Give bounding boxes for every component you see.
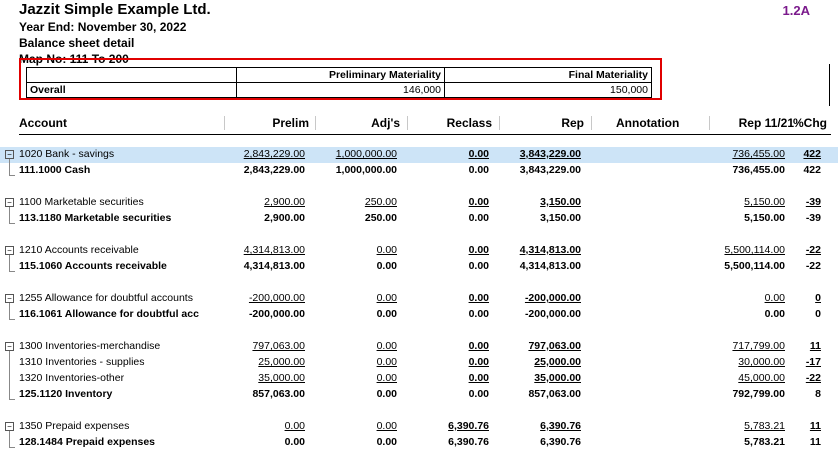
tree-connector	[9, 447, 15, 448]
cell-prelim[interactable]: -200,000.00	[248, 308, 305, 320]
tree-connector	[9, 351, 10, 399]
tree-connector	[9, 271, 15, 272]
cell-rep-prior[interactable]: 5,500,114.00	[724, 260, 785, 272]
cell-reclass[interactable]: 0.00	[468, 308, 489, 320]
total-account-label: 115.1060 Accounts receivable	[19, 260, 167, 272]
collapse-toggle-icon[interactable]: −	[5, 342, 14, 351]
cell-rep-prior[interactable]: 5,150.00	[744, 196, 785, 208]
cell-rep-prior[interactable]: 0.00	[764, 308, 785, 320]
collapse-toggle-icon[interactable]: −	[5, 246, 14, 255]
cell-prelim[interactable]: 35,000.00	[258, 372, 305, 384]
cell-reclass[interactable]: 0.00	[468, 388, 489, 400]
cell-rep[interactable]: 797,063.00	[528, 340, 581, 352]
col-prelim[interactable]: Prelim	[272, 116, 309, 130]
cell-adj[interactable]: 1,000,000.00	[335, 148, 397, 160]
table-row[interactable]	[0, 243, 838, 259]
cell-prelim[interactable]: 0.00	[284, 436, 305, 448]
table-row[interactable]	[0, 195, 838, 211]
cell-prelim[interactable]: 4,314,813.00	[243, 260, 305, 272]
cell-rep-prior[interactable]: 717,799.00	[732, 340, 785, 352]
document-code: 1.2A	[782, 3, 810, 18]
cell-prelim[interactable]: 4,314,813.00	[243, 244, 305, 256]
cell-prelim[interactable]: 857,063.00	[252, 388, 305, 400]
tree-connector	[9, 159, 10, 175]
collapse-toggle-icon[interactable]: −	[5, 150, 14, 159]
cell-reclass[interactable]: 0.00	[468, 292, 489, 304]
account-label: 1020 Bank - savings	[19, 148, 115, 160]
map-range: Map No: 111 To 200	[19, 52, 129, 66]
account-label: 1350 Prepaid expenses	[19, 420, 130, 432]
cell-rep[interactable]: 6,390.76	[540, 420, 581, 432]
cell-pct[interactable]: 11	[809, 436, 821, 448]
cell-reclass[interactable]: 0.00	[468, 164, 489, 176]
total-row[interactable]	[0, 211, 838, 227]
total-account-label: 125.1120 Inventory	[19, 388, 113, 400]
cell-pct[interactable]: 11	[809, 340, 821, 352]
prelim-materiality-value[interactable]: 146,000	[237, 83, 445, 98]
cell-adj[interactable]: 0.00	[376, 388, 397, 400]
tree-connector	[9, 255, 10, 271]
table-row[interactable]	[0, 147, 838, 163]
cell-rep-prior[interactable]: 792,799.00	[732, 388, 785, 400]
cell-prelim[interactable]: -200,000.00	[248, 292, 305, 304]
cell-adj[interactable]: 0.00	[376, 420, 397, 432]
account-label: 1310 Inventories - supplies	[19, 356, 145, 368]
account-label: 1320 Inventories-other	[19, 372, 125, 384]
prelim-materiality-header: Preliminary Materiality	[237, 68, 445, 83]
total-row[interactable]	[0, 259, 838, 275]
cell-pct[interactable]: -17	[805, 356, 821, 368]
cell-prelim[interactable]: 2,843,229.00	[243, 164, 305, 176]
cell-pct[interactable]: -39	[805, 196, 821, 208]
cell-adj[interactable]: 0.00	[376, 356, 397, 368]
total-account-label: 111.1000 Cash	[19, 164, 91, 176]
cell-adj[interactable]: 0.00	[376, 308, 397, 320]
account-label: 1210 Accounts receivable	[19, 244, 139, 256]
table-row[interactable]	[0, 371, 838, 387]
cell-adj[interactable]: 0.00	[376, 372, 397, 384]
col-rep-prior[interactable]: Rep 11/21	[738, 116, 794, 130]
final-materiality-value[interactable]: 150,000	[445, 83, 652, 98]
col-reclass[interactable]: Reclass	[446, 116, 492, 130]
cell-reclass[interactable]: 0.00	[468, 372, 489, 384]
cell-rep[interactable]: 25,000.00	[534, 356, 581, 368]
cell-rep[interactable]: -200,000.00	[524, 292, 581, 304]
cell-adj[interactable]: 0.00	[376, 260, 397, 272]
cell-pct[interactable]: 422	[803, 148, 821, 160]
cell-rep[interactable]: 6,390.76	[540, 436, 581, 448]
total-account-label: 116.1061 Allowance for doubtful acc	[19, 308, 199, 320]
cell-pct[interactable]: -39	[805, 212, 821, 224]
total-account-label: 113.1180 Marketable securities	[19, 212, 172, 224]
cell-reclass[interactable]: 6,390.76	[448, 420, 489, 432]
cell-prelim[interactable]: 0.00	[284, 420, 305, 432]
cell-reclass[interactable]: 0.00	[468, 340, 489, 352]
account-label: 1100 Marketable securities	[19, 196, 144, 208]
tree-connector	[9, 319, 15, 320]
tree-connector	[9, 431, 10, 447]
cell-adj[interactable]: 0.00	[376, 292, 397, 304]
cell-adj[interactable]: 0.00	[376, 244, 397, 256]
collapse-toggle-icon[interactable]: −	[5, 294, 14, 303]
tree-connector	[9, 303, 10, 319]
total-account-label: 128.1484 Prepaid expenses	[19, 436, 156, 448]
cell-rep-prior[interactable]: 45,000.00	[738, 372, 785, 384]
cell-pct[interactable]: 0	[815, 292, 821, 304]
col-account[interactable]: Account	[19, 116, 67, 130]
cell-pct[interactable]: 422	[803, 164, 821, 176]
company-name: Jazzit Simple Example Ltd.	[19, 1, 211, 18]
cell-rep-prior[interactable]: 5,783.21	[744, 436, 785, 448]
tree-connector	[9, 175, 15, 176]
cell-pct[interactable]: 11	[809, 420, 821, 432]
cell-pct[interactable]: -22	[805, 244, 821, 256]
tree-connector	[9, 223, 15, 224]
total-row[interactable]	[0, 163, 838, 179]
table-row[interactable]	[0, 355, 838, 371]
table-row[interactable]	[0, 339, 838, 355]
cell-reclass[interactable]: 0.00	[468, 148, 489, 160]
cell-rep[interactable]: 3,843,229.00	[519, 148, 581, 160]
cell-prelim[interactable]: 797,063.00	[252, 340, 305, 352]
cell-rep[interactable]: 4,314,813.00	[519, 244, 581, 256]
cell-prelim[interactable]: 2,900.00	[264, 196, 305, 208]
table-row[interactable]	[0, 291, 838, 307]
cell-rep-prior[interactable]: 5,783.21	[744, 420, 785, 432]
cell-prelim[interactable]: 25,000.00	[258, 356, 305, 368]
cell-rep[interactable]: 3,843,229.00	[519, 164, 581, 176]
year-end: Year End: November 30, 2022	[19, 20, 187, 34]
cell-pct[interactable]: -22	[805, 372, 821, 384]
account-label: 1300 Inventories-merchandise	[19, 340, 161, 352]
cell-pct[interactable]: 0	[815, 308, 821, 320]
account-label: 1255 Allowance for doubtful accounts	[19, 292, 193, 304]
cell-pct[interactable]: 8	[815, 388, 821, 400]
col-rep[interactable]: Rep	[561, 116, 584, 130]
cell-adj[interactable]: 0.00	[376, 340, 397, 352]
cell-adj[interactable]: 1,000,000.00	[335, 164, 397, 176]
cell-rep[interactable]: 4,314,813.00	[519, 260, 581, 272]
table-row[interactable]	[0, 419, 838, 435]
tree-connector	[9, 399, 15, 400]
cell-adj[interactable]: 250.00	[364, 196, 397, 208]
col-adjs[interactable]: Adj's	[371, 116, 400, 130]
cell-reclass[interactable]: 0.00	[468, 260, 489, 272]
collapse-toggle-icon[interactable]: −	[5, 198, 14, 207]
cell-reclass[interactable]: 0.00	[468, 356, 489, 368]
total-row[interactable]	[0, 307, 838, 323]
cell-rep[interactable]: 35,000.00	[534, 372, 581, 384]
cell-rep[interactable]: 3,150.00	[540, 212, 581, 224]
cell-rep-prior[interactable]: 5,150.00	[744, 212, 785, 224]
cell-rep-prior[interactable]: 5,500,114.00	[724, 244, 785, 256]
col-pct-change[interactable]: %Chg	[793, 116, 827, 130]
cell-rep-prior[interactable]: 0.00	[764, 292, 785, 304]
cell-adj[interactable]: 250.00	[364, 212, 397, 224]
cell-adj[interactable]: 0.00	[376, 436, 397, 448]
cell-reclass[interactable]: 0.00	[468, 244, 489, 256]
cell-reclass[interactable]: 0.00	[468, 196, 489, 208]
cell-rep[interactable]: 3,150.00	[540, 196, 581, 208]
cell-rep[interactable]: -200,000.00	[524, 308, 581, 320]
cell-reclass[interactable]: 6,390.76	[448, 436, 489, 448]
cell-prelim[interactable]: 2,900.00	[264, 212, 305, 224]
cell-rep-prior[interactable]: 736,455.00	[732, 148, 785, 160]
cell-rep-prior[interactable]: 30,000.00	[738, 356, 785, 368]
total-row[interactable]	[0, 387, 838, 403]
tree-connector	[9, 207, 10, 223]
cell-pct[interactable]: -22	[805, 260, 821, 272]
col-annotation[interactable]: Annotation	[616, 116, 680, 130]
collapse-toggle-icon[interactable]: −	[5, 422, 14, 431]
materiality-row-label: Overall	[27, 83, 237, 98]
final-materiality-header: Final Materiality	[445, 68, 652, 83]
cell-rep-prior[interactable]: 736,455.00	[732, 164, 785, 176]
cell-rep[interactable]: 857,063.00	[528, 388, 581, 400]
cell-prelim[interactable]: 2,843,229.00	[243, 148, 305, 160]
report-title: Balance sheet detail	[19, 36, 135, 50]
cell-reclass[interactable]: 0.00	[468, 212, 489, 224]
